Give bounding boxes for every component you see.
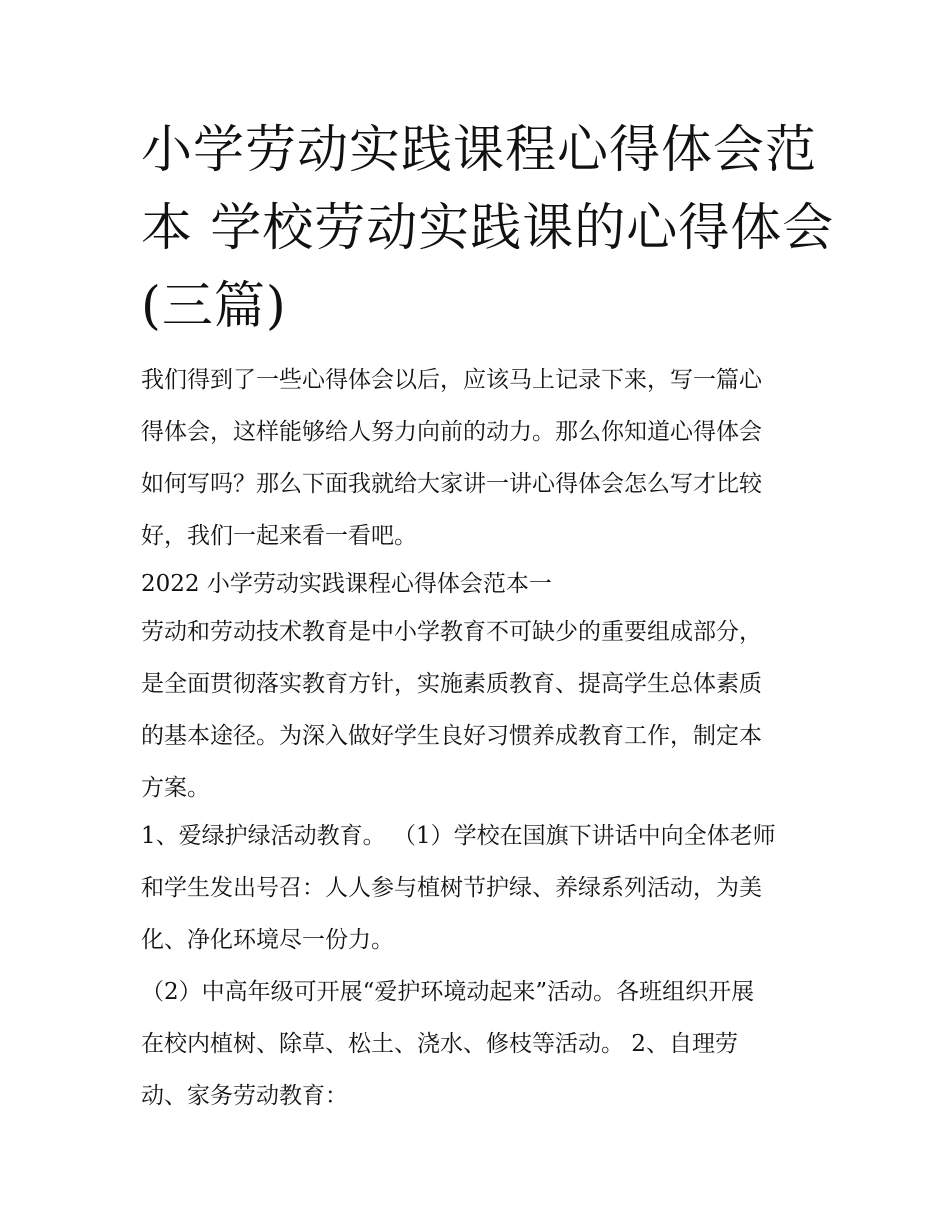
paragraph-activities bbox=[141, 810, 821, 1122]
paragraph-line: 我们得到了一些心得体会以后，应该马上记录下来，写一篇心 bbox=[141, 367, 762, 393]
paragraph-line: 在校内植树、除草、松土、浇水、修枝等活动。 2、自理劳 bbox=[141, 1031, 738, 1057]
paragraph-line: 得体会，这样能够给人努力向前的动力。那么你知道心得体会 bbox=[141, 419, 762, 445]
paragraph-line: 1、爱绿护绿活动教育。 （1）学校在国旗下讲话中向全体老师 bbox=[141, 823, 776, 849]
paragraph-line: 好，我们一起来看一看吧。 bbox=[141, 523, 417, 549]
title-line: (三篇) bbox=[141, 277, 287, 336]
paragraph-line: （2）中高年级可开展“爱护环境动起来”活动。各班组织开展 bbox=[141, 979, 755, 1005]
paragraph-line: 化、净化环境尽一份力。 bbox=[141, 927, 394, 953]
section-heading: 2022 小学劳动实践课程心得体会范本一 bbox=[141, 571, 552, 597]
paragraph-line: 如何写吗？那么下面我就给大家讲一讲心得体会怎么写才比较 bbox=[141, 471, 762, 497]
paragraph-line: 方案。 bbox=[141, 775, 210, 801]
title-line: 本 学校劳动实践课的心得体会 bbox=[141, 199, 835, 258]
paragraph-line: 的基本途径。为深入做好学生良好习惯养成教育工作，制定本 bbox=[141, 723, 762, 749]
document-title bbox=[141, 112, 835, 346]
paragraph-line: 和学生发出号召：人人参与植树节护绿、养绿系列活动，为美 bbox=[141, 875, 762, 901]
paragraph-line: 劳动和劳动技术教育是中小学教育不可缺少的重要组成部分， bbox=[141, 619, 762, 645]
paragraph-line: 动、家务劳动教育： bbox=[141, 1083, 348, 1109]
title-line: 小学劳动实践课程心得体会范 bbox=[141, 121, 818, 180]
intro-paragraph bbox=[141, 354, 821, 562]
paragraph-line: 是全面贯彻落实教育方针，实施素质教育、提高学生总体素质 bbox=[141, 671, 762, 697]
paragraph-education-purpose bbox=[141, 606, 821, 814]
